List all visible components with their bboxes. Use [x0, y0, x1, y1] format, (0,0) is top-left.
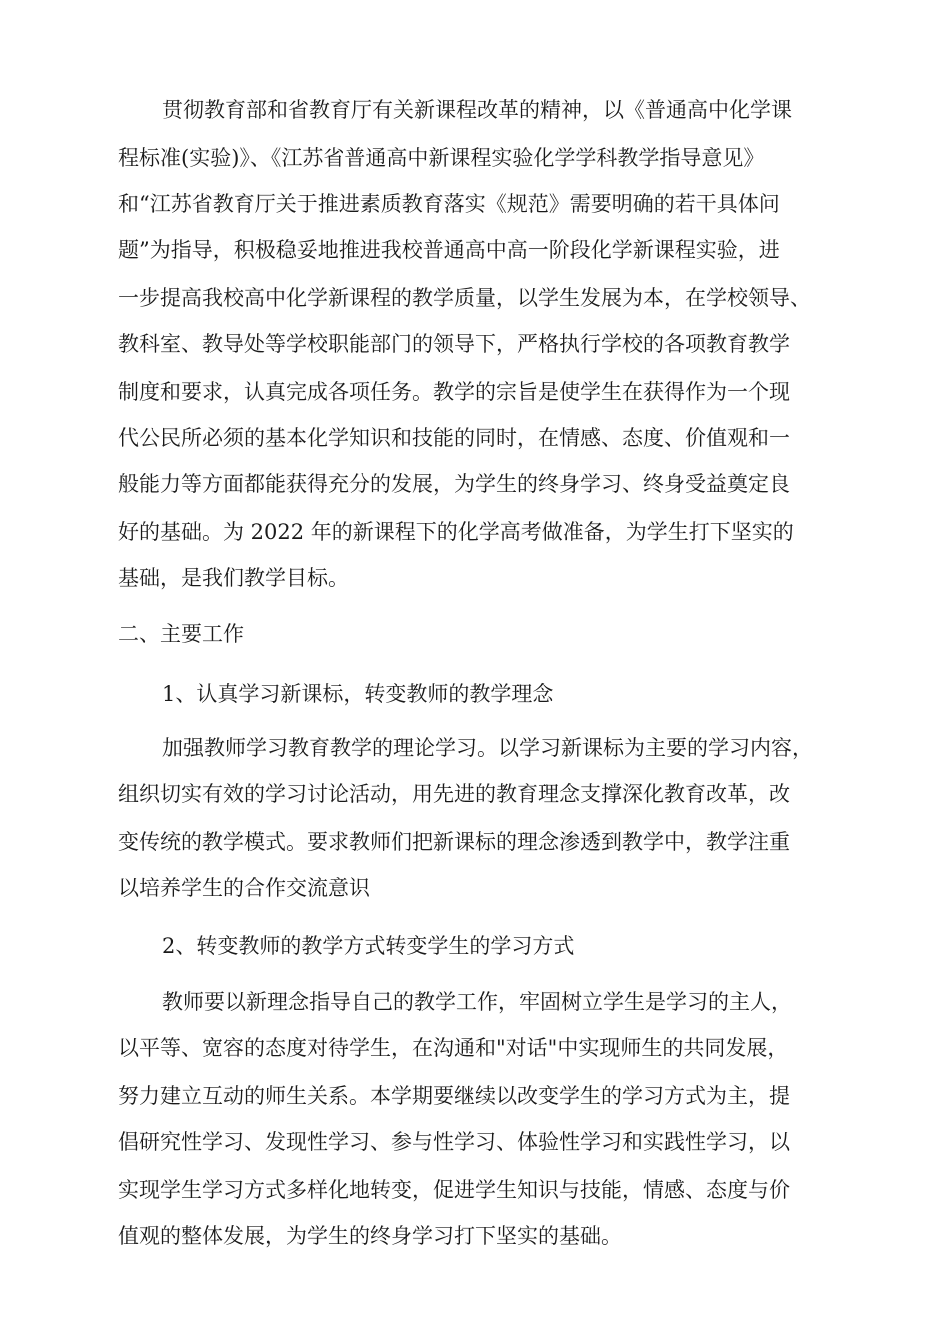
paragraph-line: 题”为指导，积极稳妥地推进我校普通高中高一阶段化学新课程实验，进	[118, 238, 780, 262]
paragraph-line: 实现学生学习方式多样化地转变，促进学生知识与技能，情感、态度与价	[118, 1178, 790, 1202]
paragraph-line: 代公民所必须的基本化学知识和技能的同时，在情感、态度、价值观和一	[118, 426, 790, 450]
paragraph-line: 好的基础。为 2022 年的新课程下的化学高考做准备，为学生打下坚实的	[118, 520, 794, 544]
item-heading: 1、认真学习新课标，转变教师的教学理念	[162, 682, 554, 706]
paragraph-line: 以培养学生的合作交流意识	[118, 876, 370, 900]
paragraph-line: 加强教师学习教育教学的理论学习。以学习新课标为主要的学习内容，	[162, 736, 813, 760]
paragraph-line: 制度和要求，认真完成各项任务。教学的宗旨是使学生在获得作为一个现	[118, 380, 790, 404]
paragraph-line: 变传统的教学模式。要求教师们把新课标的理念渗透到教学中，教学注重	[118, 830, 790, 854]
paragraph-line: 一步提高我校高中化学新课程的教学质量，以学生发展为本，在学校领导、	[118, 286, 811, 310]
paragraph-line: 努力建立互动的师生关系。本学期要继续以改变学生的学习方式为主，提	[118, 1084, 790, 1108]
paragraph-line: 倡研究性学习、发现性学习、参与性学习、体验性学习和实践性学习，以	[118, 1130, 790, 1154]
section-heading: 二、主要工作	[118, 622, 244, 646]
paragraph-line: 组织切实有效的学习讨论活动，用先进的教育理念支撑深化教育改革，改	[118, 782, 790, 806]
paragraph-line: 值观的整体发展，为学生的终身学习打下坚实的基础。	[118, 1224, 622, 1248]
paragraph-line: 程标准(实验)》、《江苏省普通高中新课程实验化学学科教学指导意见》	[118, 146, 765, 170]
paragraph-line: 教师要以新理念指导自己的教学工作，牢固树立学生是学习的主人，	[162, 990, 792, 1014]
paragraph-line: 般能力等方面都能获得充分的发展，为学生的终身学习、终身受益奠定良	[118, 472, 790, 496]
paragraph-line: 教科室、教导处等学校职能部门的领导下，严格执行学校的各项教育教学	[118, 332, 790, 356]
paragraph-line: 和“江苏省教育厅关于推进素质教育落实《规范》需要明确的若干具体问	[118, 192, 780, 216]
paragraph-line: 贯彻教育部和省教育厅有关新课程改革的精神，以《普通高中化学课	[162, 98, 792, 122]
paragraph-line: 基础，是我们教学目标。	[118, 566, 349, 590]
paragraph-line: 以平等、宽容的态度对待学生，在沟通和"对话"中实现师生的共同发展，	[118, 1036, 789, 1060]
item-heading: 2、转变教师的教学方式转变学生的学习方式	[162, 934, 575, 958]
